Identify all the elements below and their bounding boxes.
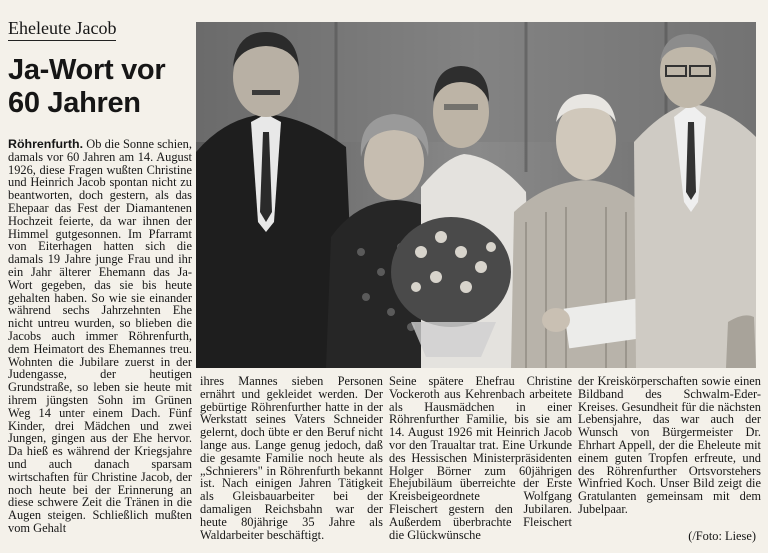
article-column-1 <box>8 138 192 535</box>
group-photo-illustration <box>196 22 756 368</box>
photo-credit: (/Foto: Liese) <box>688 529 756 543</box>
article-column-2: ihres Mannes sieben Personen ernährt und gekleidet werden. Der gebürtige Röhrenfurther hatte in der Werkstatt seines Vaters Schneider gelernt, doch übte er den Beruf nicht lange aus. Lange genug jedoch, daß die gesamte Familie noch heute als „Schnierers" in Röhrenfurth bekannt ist. Nach einigen Jahren Tätigkeit als Gleisbauarbeiter bei der damaligen Reichsbahn war der heute 80jährige 35 Jahre als Waldarbeiter beschäftigt. <box>200 374 383 542</box>
article-kicker: Eheleute Jacob <box>8 18 116 41</box>
article-column-4: der Kreiskörperschaften sowie einen Bildband des Schwalm-Eder-Kreises. Gesundheit für die nächsten Lebensjahre, das war auch der Wunsch von Bürgermeister Dr. Ehrhart Appell, der die Eheleute mit einem guten Tropfen erfreute, und des Röhrenfurther Ortsvorstehers Winfried Koch. Unser Bild zeigt die Gratulanten gemeinsam mit dem Jubelpaar. <box>578 374 761 516</box>
article-column-3: Seine spätere Ehefrau Christine Vockeroth aus Kehrenbach arbeitete als Hausmädchen in einer Röhrenfurther Familie, bis sie am 14. August 1926 mit Heinrich Jacob vor den Traualtar trat. Eine Urkunde des Hessischen Ministerpräsidenten Holger Börner zum 60jährigen Ehejubiläum überreichte der Erste Kreisbeigeordnete Wolfgang Fleischert gestern den Jubilaren. Außerdem überbrachte Fleischert die Glückwünsche <box>389 374 572 542</box>
article-photo <box>196 22 756 368</box>
dateline-location: Röhrenfurth. <box>8 137 84 151</box>
article-headline: Ja-Wort vor 60 Jahren <box>8 54 166 119</box>
column-1-text: Ob die Sonne schien, damals vor 60 Jahren am 14. August 1926, diese Fragen wußten Christine und Heinrich Jacob spontan nicht zu beantworten, doch gestern, als das Ehepaar das Fest der Diamantenen Hochzeit feierte, da war ihnen der Himmel gutgesonnen. Im Pfarramt von Eiterhagen hatten sich die damals 19 Jahre junge Frau und ihr ein Jahr älterer Ehemann das Ja-Wort gegeben, das sie bis heute gehalten haben. So wie sie einander während sechs Jahrzehnten Ehe nicht untreu wurden, so blieben die Jacobs auch immer Röhrenfurth, dem Heimatort des Ehemannes treu. Wohnten die Jubilare zuerst in der Judengasse, der heutigen Grundstraße, so leben sie heute mit ihrem jüngsten Sohn im Grünen Weg 14 unter einem Dach. Fünf Kinder, drei Mädchen und zwei Jungen, gingen aus der Ehe hervor. Da hieß es während der Kriegsjahre und auch danach sparsam wirtschaften für Christine Jacob, der noch heute bei der Erinnerung an diese schwere Zeit die Tränen in die Augen steigen. Schließlich mußten vom Gehalt <box>8 137 192 535</box>
